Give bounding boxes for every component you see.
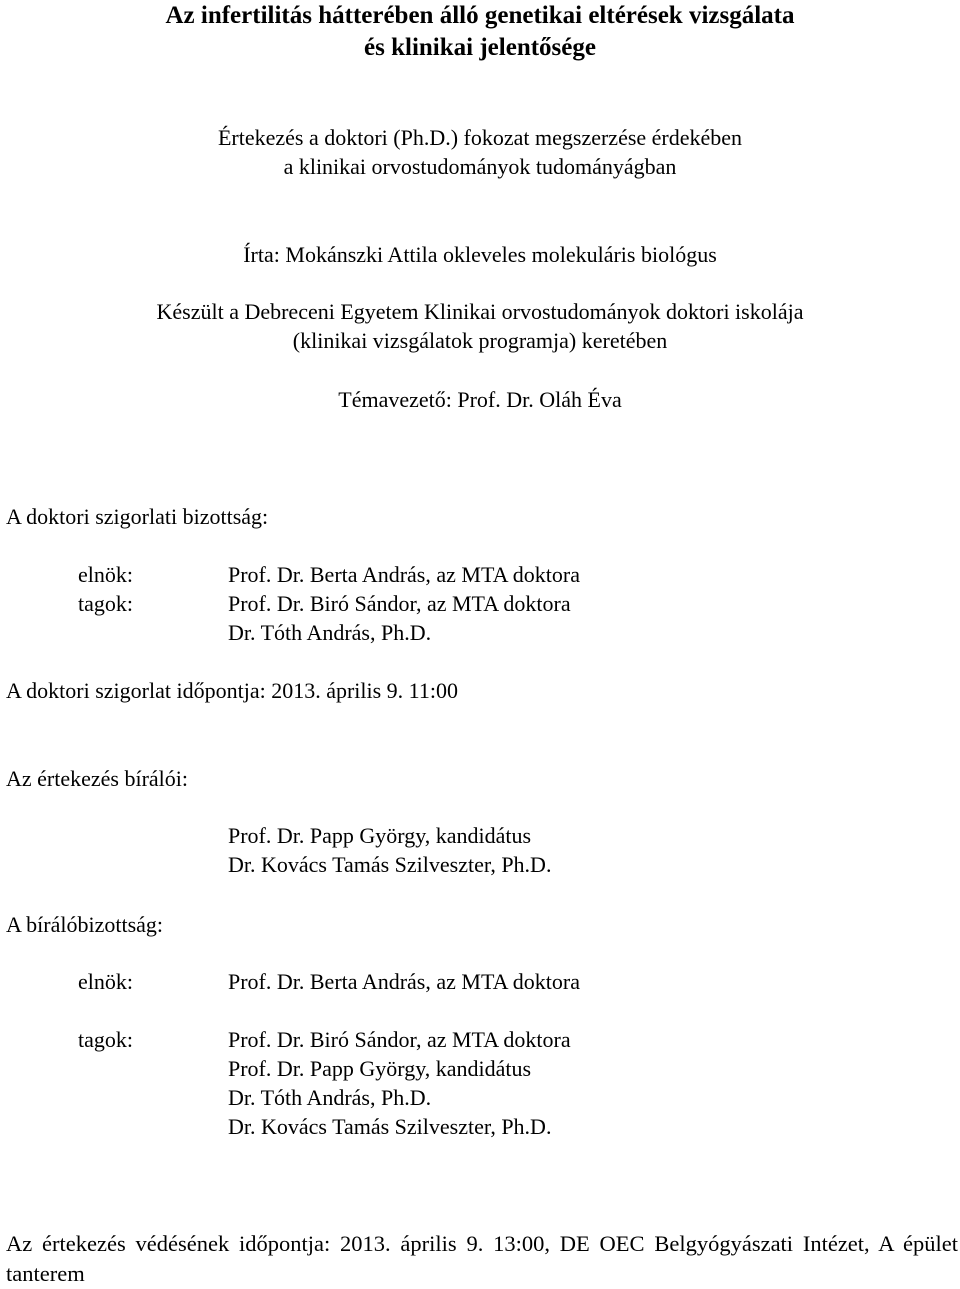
- made-at-line-1: Készült a Debreceni Egyetem Klinikai orvostudományok doktori iskolája: [156, 299, 804, 324]
- review-member-4: Dr. Kovács Tamás Szilveszter, Ph.D.: [228, 1114, 552, 1139]
- exam-member-1: Prof. Dr. Biró Sándor, az MTA doktora: [228, 591, 571, 616]
- exam-members-label: tagok:: [78, 591, 133, 616]
- review-committee-heading: A bírálóbizottság:: [6, 912, 164, 937]
- author-line: Írta: Mokánszki Attila okleveles molekuláris biológus: [243, 242, 717, 267]
- reviewers-heading: Az értekezés bírálói:: [6, 766, 189, 791]
- subtitle-line-2: a klinikai orvostudományok tudományágban: [283, 154, 677, 179]
- exam-chair-name: Prof. Dr. Berta András, az MTA doktora: [228, 562, 580, 587]
- exam-member-2: Dr. Tóth András, Ph.D.: [228, 620, 432, 645]
- reviewer-2: Dr. Kovács Tamás Szilveszter, Ph.D.: [228, 852, 552, 877]
- title-line-2: és klinikai jelentősége: [364, 34, 596, 61]
- review-member-3: Dr. Tóth András, Ph.D.: [228, 1085, 432, 1110]
- defense-line: Az értekezés védésének időpontja: 2013. április 9. 13:00, DE OEC Belgyógyászati Intézet, A épület tanterem: [6, 1231, 958, 1286]
- reviewer-1: Prof. Dr. Papp György, kandidátus: [228, 823, 532, 848]
- review-member-1: Prof. Dr. Biró Sándor, az MTA doktora: [228, 1027, 571, 1052]
- subtitle-line-1: Értekezés a doktori (Ph.D.) fokozat megszerzése érdekében: [217, 125, 743, 150]
- supervisor-line: Témavezető: Prof. Dr. Oláh Éva: [338, 387, 622, 412]
- review-chair-name: Prof. Dr. Berta András, az MTA doktora: [228, 969, 580, 994]
- title-line-1: Az infertilitás hátterében álló genetikai eltérések vizsgálata: [165, 2, 795, 29]
- review-members-label: tagok:: [78, 1027, 133, 1052]
- exam-committee-heading: A doktori szigorlati bizottság:: [6, 504, 269, 529]
- made-at-line-2: (klinikai vizsgálatok programja) keretében: [292, 328, 668, 353]
- exam-chair-label: elnök:: [78, 562, 133, 587]
- review-member-2: Prof. Dr. Papp György, kandidátus: [228, 1056, 532, 1081]
- review-chair-label: elnök:: [78, 969, 133, 994]
- exam-date-line: A doktori szigorlat időpontja: 2013. április 9. 11:00: [6, 678, 458, 703]
